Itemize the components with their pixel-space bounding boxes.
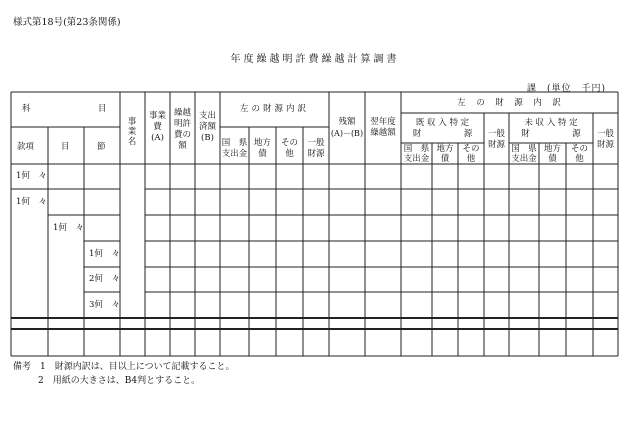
header-kurikoshi-4: 額	[178, 141, 187, 151]
header-me: 目	[61, 142, 70, 152]
header-kishuu-kuniken-1: 国 県	[403, 144, 430, 154]
row-label: 2何 々	[89, 274, 120, 284]
row-label: 1何 々	[89, 249, 120, 259]
header-ippan-1: 一般	[307, 138, 325, 148]
header-ippan-right-1: 一般	[596, 129, 614, 139]
header-sonota-2: 他	[285, 149, 294, 159]
header-shishutsu-2: 済額	[198, 122, 216, 132]
row-label: 1何 々	[16, 171, 47, 181]
header-ippan-mid-1: 一般	[487, 129, 505, 139]
header-kishuu-sonota-1: その	[462, 144, 480, 154]
header-jigyohi-1: 事業	[148, 111, 166, 121]
header-mishuu-1: 未 収 入 特 定	[524, 118, 578, 128]
header-koumoku: 款項	[17, 142, 35, 152]
header-zangaku-2: (A)－(B)	[330, 129, 364, 138]
header-mishuu-kuniken-1: 国 県	[511, 144, 537, 154]
row-label: 1何 々	[16, 197, 47, 207]
header-yokunendo-1: 翌年度	[370, 117, 396, 127]
row-label: 1何 々	[53, 223, 84, 233]
header-sonota-1: その	[280, 138, 298, 148]
header-jigyomei: 事業名	[127, 117, 137, 147]
header-mishuu-2: 財 源	[521, 129, 581, 139]
header-kishuu-chihousai-1: 地方	[436, 144, 454, 154]
header-moku: 目	[98, 104, 107, 114]
header-kishuu-chihousai-2: 債	[440, 154, 450, 164]
header-kishuu-sonota-2: 他	[466, 154, 476, 164]
header-kishuu-1: 既 収 入 特 定	[415, 118, 470, 128]
header-zangaku-1: 残額	[338, 117, 356, 127]
header-mishuu-chihousai-1: 地方	[543, 144, 561, 154]
header-zaigen-uchiwake: 左の財源内訳	[239, 104, 309, 114]
header-kuniken-2: 支出金	[221, 149, 248, 159]
unit-label: 課 (単位 千円)	[526, 84, 606, 94]
header-kishuu-2: 財 源	[412, 129, 473, 139]
header-shishutsu-3: (B)	[201, 133, 214, 143]
header-chihousai-2: 債	[258, 149, 267, 159]
document-title: 年度繰越明許費繰越計算調書	[230, 54, 400, 65]
header-yokunendo-2: 繰越額	[370, 128, 396, 138]
header-kuniken-1: 国 県	[221, 138, 248, 148]
header-ippan-2: 財源	[307, 149, 325, 159]
note-2: 2 用紙の大きさは、B4判とすること。	[38, 376, 201, 386]
header-mishuu-sonota-2: 他	[575, 154, 584, 164]
header-jigyohi-2: 費	[153, 122, 162, 132]
header-zaigen-uchiwake-2: 左 の 財 源 内 訳	[457, 98, 562, 108]
header-chihousai-1: 地方	[253, 138, 271, 148]
header-ippan-right-2: 財源	[596, 140, 614, 150]
header-shishutsu-1: 支出	[198, 111, 216, 121]
header-kishuu-kuniken-2: 支出金	[403, 154, 430, 164]
header-jigyohi-3: (A)	[151, 133, 164, 143]
header-ippan-mid-2: 財源	[487, 140, 505, 150]
row-label: 3何 々	[89, 300, 120, 310]
header-mishuu-chihousai-2: 債	[548, 154, 557, 164]
header-setsu: 節	[97, 142, 106, 152]
form-caption: 様式第18号(第23条関係)	[13, 17, 121, 28]
note-1: 備考 1 財源内訳は、目以上について記載すること。	[13, 362, 235, 372]
header-kurikoshi-2: 明許	[173, 119, 191, 129]
header-kurikoshi-3: 費の	[173, 130, 191, 140]
header-kurikoshi-1: 繰越	[173, 108, 191, 118]
header-mishuu-kuniken-2: 支出金	[511, 154, 537, 164]
header-mishuu-sonota-1: その	[570, 144, 588, 154]
header-ka: 科	[22, 104, 31, 114]
